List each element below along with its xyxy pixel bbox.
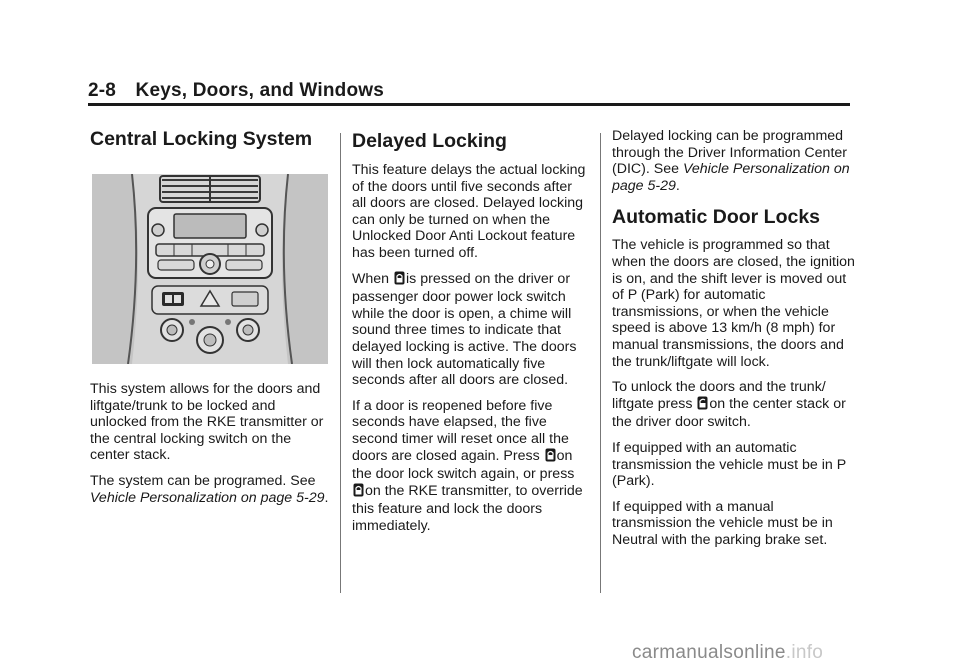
page-header bbox=[88, 80, 848, 102]
link-vehicle-personalization[interactable]: Vehicle Personalization on page 5-29 bbox=[612, 161, 850, 194]
text-when: When bbox=[352, 270, 394, 287]
text-reopen-end: on the RKE transmitter, to override this feature and lock the doors immediately. bbox=[352, 482, 583, 534]
column-divider-1 bbox=[340, 133, 341, 593]
column-delayed-locking bbox=[352, 128, 590, 543]
paragraph-auto-unlock bbox=[612, 379, 857, 431]
column-central-locking bbox=[90, 128, 330, 515]
paragraph-delayed-reopen bbox=[352, 398, 590, 535]
lock-icon bbox=[353, 483, 364, 502]
link-vehicle-personalization[interactable]: Vehicle Personalization on page 5-29 bbox=[90, 489, 325, 506]
heading-automatic-door-locks: Automatic Door Locks bbox=[612, 206, 821, 229]
heading-central-locking: Central Locking System bbox=[90, 128, 313, 150]
unlock-icon bbox=[697, 396, 708, 415]
watermark-suffix: .info bbox=[785, 642, 824, 663]
text-program: The system can be programed. See bbox=[90, 472, 316, 489]
text-unlock-rest: on the center stack or the driver door switch. bbox=[612, 395, 846, 431]
text-dic: Delayed locking can be programmed through the Driver Information Center (DIC). See bbox=[612, 128, 847, 178]
column-divider-2 bbox=[600, 133, 601, 593]
text-unlock: To unlock the doors and the trunk/ liftgate press bbox=[612, 379, 826, 412]
paragraph-auto-automatic: If equipped with an automatic transmission the vehicle must be in P (Park). bbox=[612, 439, 846, 490]
lock-icon bbox=[394, 271, 405, 290]
paragraph-central-locking-desc: This system allows for the doors and liftgate/trunk to be locked and unlocked from the RKE transmitter or the central locking switch on the center stack. bbox=[90, 381, 324, 464]
paragraph-central-locking-program bbox=[90, 473, 330, 506]
header-rule bbox=[88, 103, 850, 106]
paragraph-delayed-intro: This feature delays the actual locking of the doors until five seconds after all doors are closed. Delayed locking can only be turned on when the Unlocked Door Anti Lockout feature has been turned off. bbox=[352, 162, 586, 261]
section-title: Keys, Doors, and Windows bbox=[135, 80, 385, 101]
paragraph-auto-programmed: The vehicle is programmed so that when the doors are closed, the ignition is on, and the shift lever is moved out of P (Park) for automatic transmissions, or when the vehicle speed is above 13 km/h (8 mph) for manual transmissions, the doors and the trunk/liftgate will lock. bbox=[612, 237, 855, 370]
text-reopen-mid: on the door lock switch again, or press bbox=[352, 447, 575, 483]
text-when-rest: is pressed on the driver or passenger door power lock switch while the door is open, a chime will sound three times to indicate that delayed locking is active. The doors will then lock automatically five seconds after all doors are closed. bbox=[352, 270, 577, 389]
watermark-main: carmanualsonline bbox=[632, 642, 786, 663]
center-stack-illustration bbox=[92, 174, 328, 364]
paragraph-delayed-when bbox=[352, 271, 590, 389]
paragraph-auto-manual: If equipped with a manual transmission the vehicle must be in Neutral with the parking brake set. bbox=[612, 498, 833, 548]
paragraph-delayed-program bbox=[612, 128, 857, 194]
watermark bbox=[632, 642, 823, 664]
lock-icon bbox=[545, 448, 556, 467]
column-automatic-locks bbox=[612, 128, 857, 557]
heading-delayed-locking: Delayed Locking bbox=[352, 130, 507, 152]
text-period: . bbox=[675, 177, 680, 194]
text-reopen: If a door is reopened before five seconds have elapsed, the five second timer will reset once all the doors are closed again. Press bbox=[352, 397, 569, 464]
page-number: 2-8 bbox=[88, 80, 117, 101]
text-period: . bbox=[324, 489, 329, 506]
